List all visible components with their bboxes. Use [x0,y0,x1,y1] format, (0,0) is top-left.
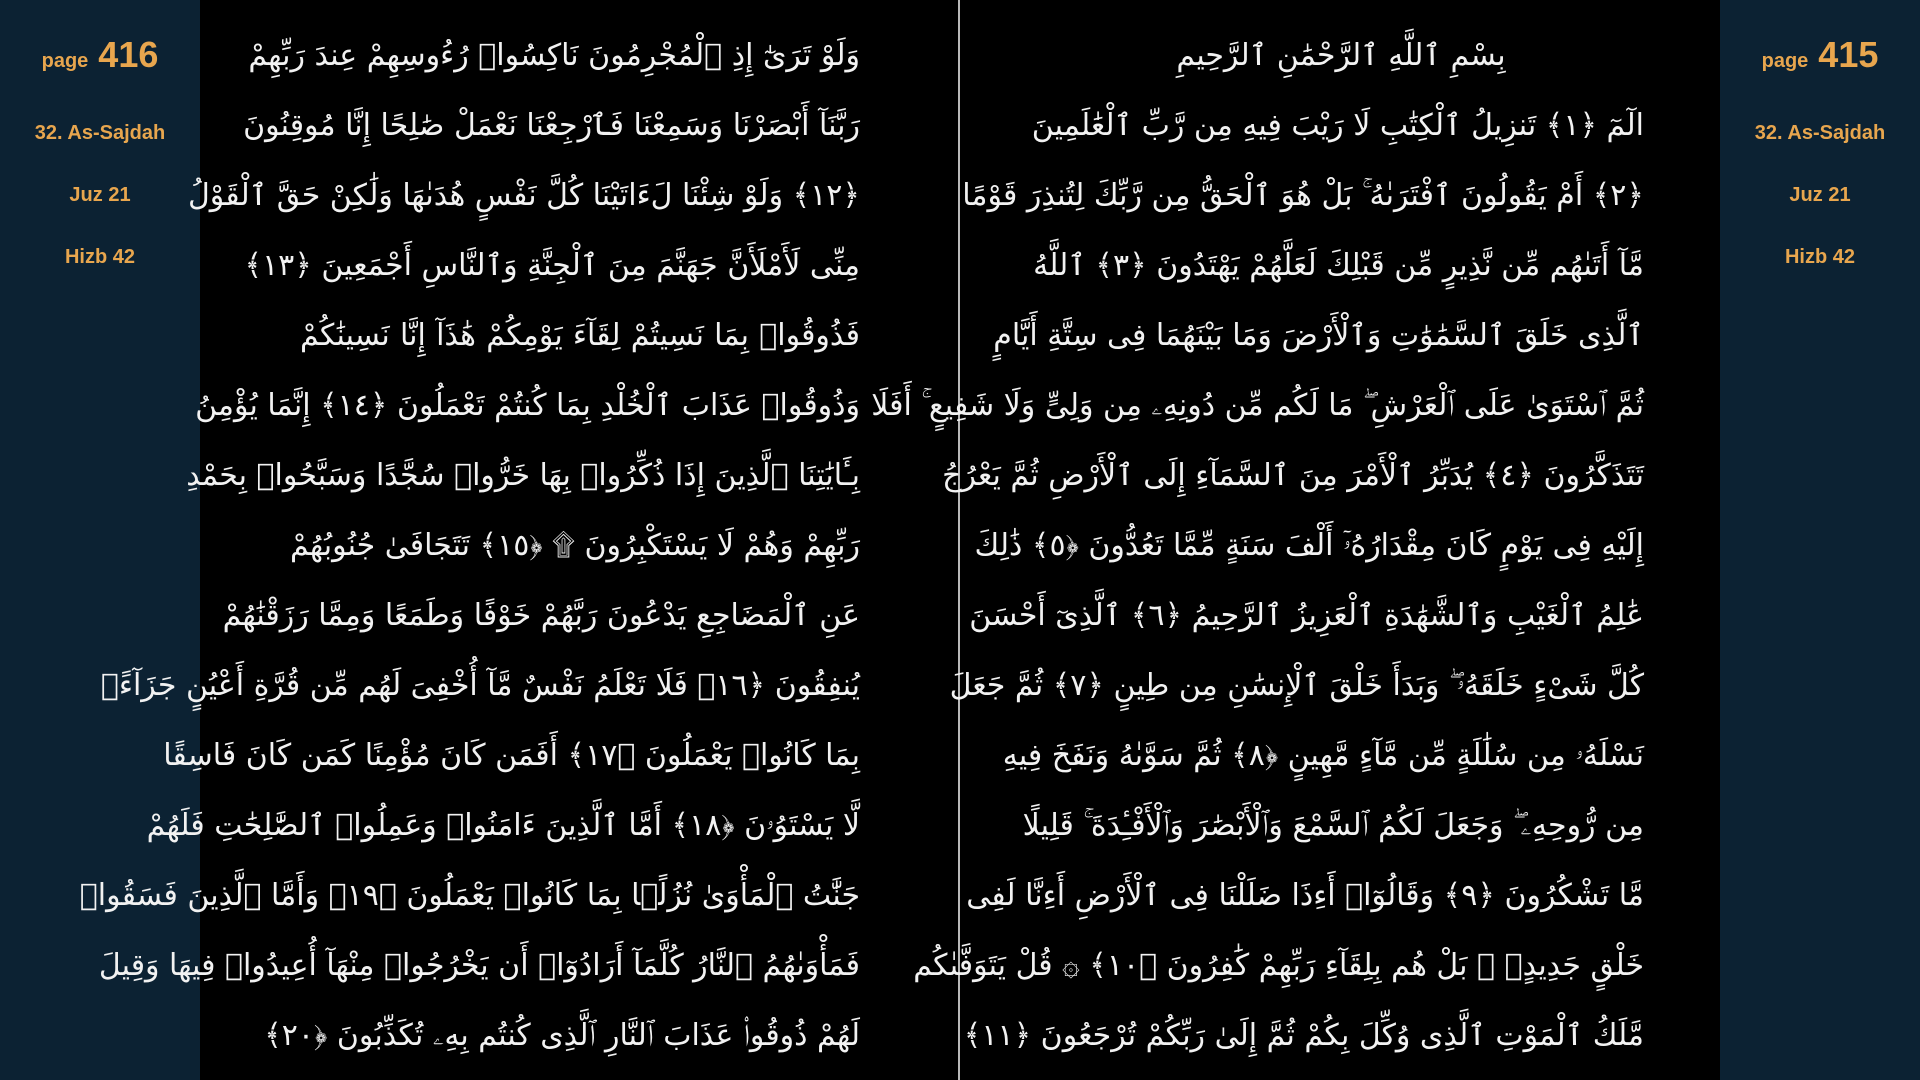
hizb-label[interactable]: Hizb 42 [1784,246,1856,268]
page-415-line[interactable]: مَّا تَشْكُرُونَ ﴿٩﴾ وَقَالُوٓا۟ أَءِذَا ضَلَلْنَا فِى ٱلْأَرْضِ أَءِنَّا لَفِى [966,878,1644,913]
page-divider [958,0,960,1080]
page-indicator [0,34,200,82]
page-415-line[interactable]: نَسْلَهُۥ مِن سُلَٰلَةٍ مِّن مَّآءٍ مَّهِينٍ ﴿٨﴾ ثُمَّ سَوَّىٰهُ وَنَفَخَ فِيهِ [1002,738,1644,773]
page-416-line[interactable]: عَنِ ٱلْمَضَاجِعِ يَدْعُونَ رَبَّهُمْ خَوْفًا وَطَمَعًا وَمِمَّا رَزَقْنَٰهُمْ [222,598,860,633]
basmala[interactable]: بِسْمِ ٱللَّهِ ٱلرَّحْمَٰنِ ٱلرَّحِيمِ [1176,38,1506,73]
page-416-line[interactable]: لَهُمْ ذُوقُوا۟ عَذَابَ ٱلنَّارِ ٱلَّذِى كُنتُم بِهِۦ تُكَذِّبُونَ ﴿٢٠﴾ [264,1018,860,1053]
page-415-line[interactable]: مَّآ أَتَىٰهُم مِّن نَّذِيرٍ مِّن قَبْلِكَ لَعَلَّهُمْ يَهْتَدُونَ ﴿٣﴾ ٱللَّهُ [1033,248,1644,283]
page-416-line[interactable]: ﴿١٢﴾ وَلَوْ شِئْنَا لَءَاتَيْنَا كُلَّ نَفْسٍ هُدَىٰهَا وَلَٰكِنْ حَقَّ ٱلْقَوْلُ [187,178,860,213]
page-416-line[interactable]: مِنِّى لَأَمْلَأَنَّ جَهَنَّمَ مِنَ ٱلْجِنَّةِ وَٱلنَّاسِ أَجْمَعِينَ ﴿١٣﴾ [244,248,860,283]
page-416-line[interactable]: لَّا يَسْتَوُۥنَ ﴿١٨﴾ أَمَّا ٱلَّذِينَ ءَامَنُوا۟ وَعَمِلُوا۟ ٱلصَّٰلِحَٰتِ فَلَهُمْ [146,808,860,843]
page-415-line[interactable]: كُلَّ شَىْءٍ خَلَقَهُۥ ۖ وَبَدَأَ خَلْقَ ٱلْإِنسَٰنِ مِن طِينٍ ﴿٧﴾ ثُمَّ جَعَلَ [949,668,1644,703]
page-number: 415 [1818,34,1879,75]
page-415-line[interactable]: مَّلَكُ ٱلْمَوْتِ ٱلَّذِى وُكِّلَ بِكُمْ ثُمَّ إِلَىٰ رَبِّكُمْ تُرْجَعُونَ ﴿١١﴾ [963,1018,1644,1053]
page-label: page [41,50,89,72]
page-indicator [1720,34,1920,82]
quran-page-415 [871,0,1644,1080]
page-415-line[interactable]: تَتَذَكَّرُونَ ﴿٤﴾ يُدَبِّرُ ٱلْأَمْرَ مِنَ ٱلسَّمَآءِ إِلَى ٱلْأَرْضِ ثُمَّ يَعْرُجُ [942,458,1644,493]
right-page-info-panel [1720,0,1920,1080]
page-label: page [1761,50,1809,72]
page-415-line[interactable]: خَلْقٍ جَدِيدٍۭ ۚ بَلْ هُم بِلِقَآءِ رَبِّهِمْ كَٰفِرُونَ ﴿١٠﴾ ۞ قُلْ يَتَوَفَّىٰكُم [913,948,1644,983]
page-415-line[interactable]: ثُمَّ ٱسْتَوَىٰ عَلَى ٱلْعَرْشِ ۖ مَا لَكُم مِّن دُونِهِۦ مِن وَلِىٍّ وَلَا شَفِيعٍ ۚ أَفَلَا [871,388,1644,423]
page-number: 416 [98,34,159,75]
page-415-line[interactable]: عَٰلِمُ ٱلْغَيْبِ وَٱلشَّهَٰدَةِ ٱلْعَزِيزُ ٱلرَّحِيمُ ﴿٦﴾ ٱلَّذِىٓ أَحْسَنَ [969,598,1644,633]
surah-name[interactable]: 32. As-Sajdah [1754,122,1886,144]
page-416-line[interactable]: رَبِّهِمْ وَهُمْ لَا يَسْتَكْبِرُونَ ۩ ﴿١٥﴾ تَتَجَافَىٰ جُنُوبُهُمْ [289,528,860,563]
page-415-line[interactable]: ﴿٢﴾ أَمْ يَقُولُونَ ٱفْتَرَىٰهُ ۚ بَلْ هُوَ ٱلْحَقُّ مِن رَّبِّكَ لِتُنذِرَ قَوْمًا [962,178,1644,213]
page-416-line[interactable]: وَذُوقُوا۟ عَذَابَ ٱلْخُلْدِ بِمَا كُنتُمْ تَعْمَلُونَ ﴿١٤﴾ إِنَّمَا يُؤْمِنُ [195,388,860,423]
page-415-line[interactable]: إِلَيْهِ فِى يَوْمٍ كَانَ مِقْدَارُهُۥٓ أَلْفَ سَنَةٍ مِّمَّا تَعُدُّونَ ﴿٥﴾ ذَٰلِكَ [974,528,1644,563]
juz-label[interactable]: Juz 21 [69,184,131,206]
page-416-line[interactable]: يُنفِقُونَ ﴿١٦﴾ فَلَا تَعْلَمُ نَفْسٌ مَّآ أُخْفِىَ لَهُم مِّن قُرَّةِ أَعْيُنٍ جَزَآءًۢ [100,668,860,703]
page-415-line[interactable]: ٱلَّذِى خَلَقَ ٱلسَّمَٰوَٰتِ وَٱلْأَرْضَ وَمَا بَيْنَهُمَا فِى سِتَّةِ أَيَّامٍ [993,318,1644,353]
page-416-line[interactable]: جَنَّٰتُ ٱلْمَأْوَىٰ نُزُلًۢا بِمَا كَانُوا۟ يَعْمَلُونَ ﴿١٩﴾ وَأَمَّا ٱلَّذِينَ فَسَقُوا۟ [79,878,860,913]
page-415-line[interactable]: الٓمٓ ﴿١﴾ تَنزِيلُ ٱلْكِتَٰبِ لَا رَيْبَ فِيهِ مِن رَّبِّ ٱلْعَٰلَمِينَ [1031,108,1644,143]
page-416-line[interactable]: فَذُوقُوا۟ بِمَا نَسِيتُمْ لِقَآءَ يَوْمِكُمْ هَٰذَآ إِنَّا نَسِينَٰكُمْ [300,318,860,353]
surah-name[interactable]: 32. As-Sajdah [34,122,166,144]
page-416-line[interactable]: بِـَٔايَٰتِنَا ٱلَّذِينَ إِذَا ذُكِّرُوا۟ بِهَا خَرُّوا۟ سُجَّدًا وَسَبَّحُوا۟ بِحَمْدِ [186,458,860,493]
page-416-line[interactable]: رَبَّنَآ أَبْصَرْنَا وَسَمِعْنَا فَٱرْجِعْنَا نَعْمَلْ صَٰلِحًا إِنَّا مُوقِنُونَ [243,108,860,143]
page-416-line[interactable]: وَلَوْ تَرَىٰٓ إِذِ ٱلْمُجْرِمُونَ نَاكِسُوا۟ رُءُوسِهِمْ عِندَ رَبِّهِمْ [248,38,860,73]
page-415-line[interactable]: مِن رُّوحِهِۦ ۖ وَجَعَلَ لَكُمُ ٱلسَّمْعَ وَٱلْأَبْصَٰرَ وَٱلْأَفْـِٔدَةَ ۚ قَلِيلًا [1022,808,1644,843]
page-416-line[interactable]: فَمَأْوَىٰهُمُ ٱلنَّارُ كُلَّمَآ أَرَادُوٓا۟ أَن يَخْرُجُوا۟ مِنْهَآ أُعِيدُوا۟ فِيهَا وَقِيلَ [98,948,860,983]
page-416-line[interactable]: بِمَا كَانُوا۟ يَعْمَلُونَ ﴿١٧﴾ أَفَمَن كَانَ مُؤْمِنًا كَمَن كَانَ فَاسِقًا [163,738,860,773]
hizb-label[interactable]: Hizb 42 [64,246,136,268]
juz-label[interactable]: Juz 21 [1789,184,1851,206]
